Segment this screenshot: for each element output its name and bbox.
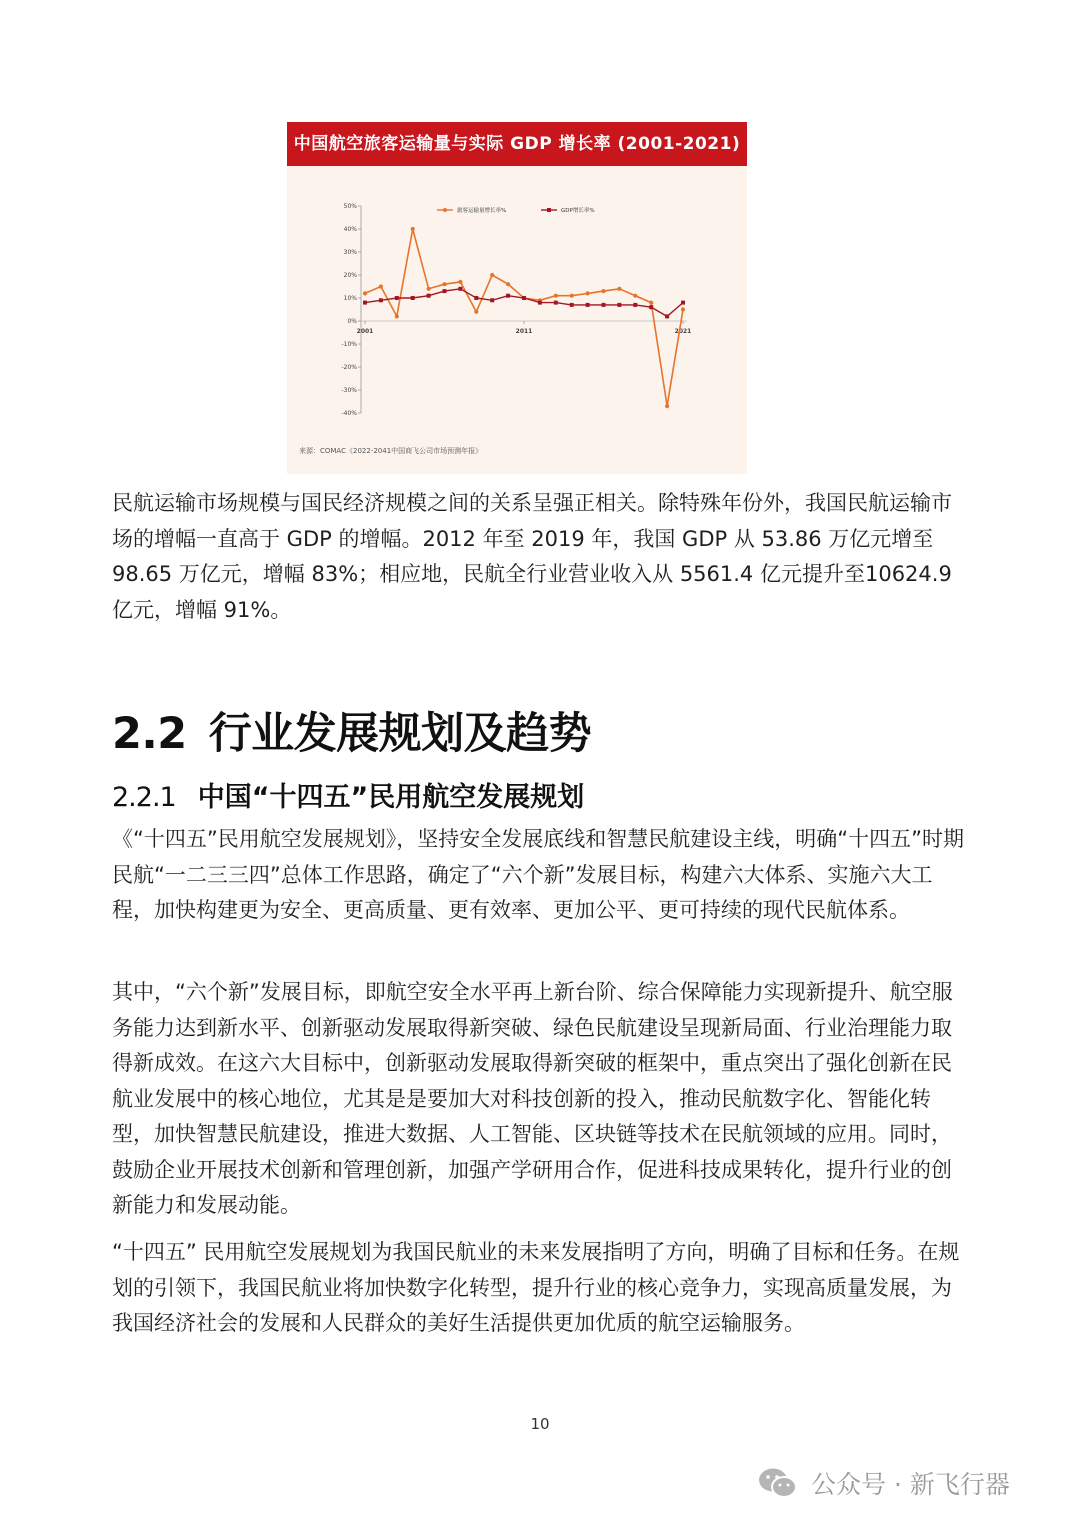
data-point-gdp <box>633 303 637 307</box>
y-tick-label: -30% <box>341 387 357 394</box>
subsection-heading <box>112 775 584 814</box>
data-point-passenger <box>442 282 446 286</box>
paragraph-market-scale: 民航运输市场规模与国民经济规模之间的关系呈强正相关。除特殊年份外，我国民航运输市场的增幅一直高于 GDP 的增幅。2012 年至 2019 年，我国 GDP 从 53.86 万亿元增至 98.65 万亿元，增幅 83%；相应地，民航全行业营业收入从 5561.4 亿元提升至10624.9 亿元，增幅 91%。 <box>112 491 952 622</box>
data-point-gdp <box>586 303 590 307</box>
data-point-passenger <box>458 280 462 284</box>
section-title: 行业发展规划及趋势 <box>208 709 592 759</box>
paragraph-six-goals: 其中，“六个新”发展目标，即航空安全水平再上新台阶、综合保障能力实现新提升、航空服务能力达到新水平、创新驱动发展取得新突破、绿色民航建设呈现新局面、行业治理能力取得新成效。在这六大目标中，创新驱动发展取得新突破的框架中，重点突出了强化创新在民航业发展中的核心地位，尤其是是要加大对科技创新的投入，推动民航数字化、智能化转型，加快智慧民航建设，推进大数据、人工智能、区块链等技术在民航领域的应用。同时，鼓励企业开展技术创新和管理创新，加强产学研用合作，促进科技成果转化，提升行业的创新能力和发展动能。 <box>112 980 953 1217</box>
chart-figure <box>287 122 747 474</box>
data-point-gdp <box>665 314 669 318</box>
data-point-gdp <box>443 289 447 293</box>
series-line-passenger <box>365 229 683 406</box>
data-point-gdp <box>617 303 621 307</box>
data-point-passenger <box>363 291 367 295</box>
data-point-gdp <box>427 294 431 298</box>
page-number: 10 <box>530 1415 550 1433</box>
data-point-passenger <box>617 287 621 291</box>
data-point-passenger <box>554 294 558 298</box>
line-chart <box>287 166 747 446</box>
data-point-passenger <box>665 404 669 408</box>
data-point-gdp <box>554 301 558 305</box>
data-point-gdp <box>458 287 462 291</box>
data-point-passenger <box>379 284 383 288</box>
data-point-passenger <box>474 310 478 314</box>
data-point-passenger <box>601 289 605 293</box>
paragraph-plan-overview: 《“十四五”民用航空发展规划》，坚持安全发展底线和智慧民航建设主线，明确“十四五”时期民航“一二三三四”总体工作思路，确定了“六个新”发展目标，构建六大体系、实施六大工程，加快构建更为安全、更高质量、更有效率、更加公平、更可持续的现代民航体系。 <box>112 827 965 922</box>
x-tick-label: 2011 <box>515 328 533 335</box>
data-point-gdp <box>506 294 510 298</box>
data-point-passenger <box>490 273 494 277</box>
y-tick-label: -20% <box>341 364 357 371</box>
chart-title: 中国航空旅客运输量与实际 GDP 增长率 (2001-2021) <box>287 122 747 166</box>
data-point-gdp <box>395 296 399 300</box>
data-point-gdp <box>363 301 367 305</box>
data-point-gdp <box>570 303 574 307</box>
legend-label: 旅客运输量增长率% <box>457 208 507 214</box>
data-point-passenger <box>506 282 510 286</box>
y-tick-label: 10% <box>343 295 357 302</box>
data-point-passenger <box>395 314 399 318</box>
series-line-gdp <box>365 289 683 317</box>
x-tick-label: 2021 <box>674 328 692 335</box>
data-point-passenger <box>633 294 637 298</box>
data-point-passenger <box>586 291 590 295</box>
legend-marker <box>547 208 551 212</box>
data-point-gdp <box>379 298 383 302</box>
wechat-icon <box>757 1466 799 1500</box>
y-tick-label: 0% <box>347 318 357 325</box>
subsection-number: 2.2.1 <box>112 782 176 813</box>
section-number: 2.2 <box>112 709 187 759</box>
y-tick-label: 20% <box>343 272 357 279</box>
data-point-passenger <box>649 301 653 305</box>
data-point-gdp <box>411 296 415 300</box>
chart-source: 来源：COMAC《2022-2041中国商飞公司市场预测年报》 <box>299 447 483 455</box>
data-point-gdp <box>538 301 542 305</box>
paragraph-outlook: “十四五” 民用航空发展规划为我国民航业的未来发展指明了方向，明确了目标和任务。在规划的引领下，我国民航业将加快数字化转型，提升行业的核心竞争力，实现高质量发展，为我国经济社会的发展和人民群众的美好生活提供更加优质的航空运输服务。 <box>112 1240 960 1335</box>
data-point-gdp <box>522 296 526 300</box>
subsection-title: 中国“十四五”民用航空发展规划 <box>197 782 585 813</box>
y-tick-label: 50% <box>343 203 357 210</box>
data-point-passenger <box>427 287 431 291</box>
y-tick-label: 30% <box>343 249 357 256</box>
data-point-gdp <box>490 298 494 302</box>
x-tick-label: 2001 <box>356 328 374 335</box>
data-point-gdp <box>602 303 606 307</box>
y-tick-label: -40% <box>341 410 357 417</box>
data-point-gdp <box>681 301 685 305</box>
data-point-passenger <box>681 307 685 311</box>
data-point-gdp <box>474 296 478 300</box>
legend-marker <box>443 208 447 212</box>
section-heading <box>112 700 591 761</box>
watermark-text: 公众号 · 新飞行器 <box>811 1470 1010 1499</box>
y-tick-label: -10% <box>341 341 357 348</box>
legend-label: GDP增长率% <box>561 208 595 214</box>
data-point-gdp <box>649 305 653 309</box>
y-tick-label: 40% <box>343 226 357 233</box>
data-point-passenger <box>570 294 574 298</box>
data-point-passenger <box>411 227 415 231</box>
watermark <box>757 1463 1010 1503</box>
